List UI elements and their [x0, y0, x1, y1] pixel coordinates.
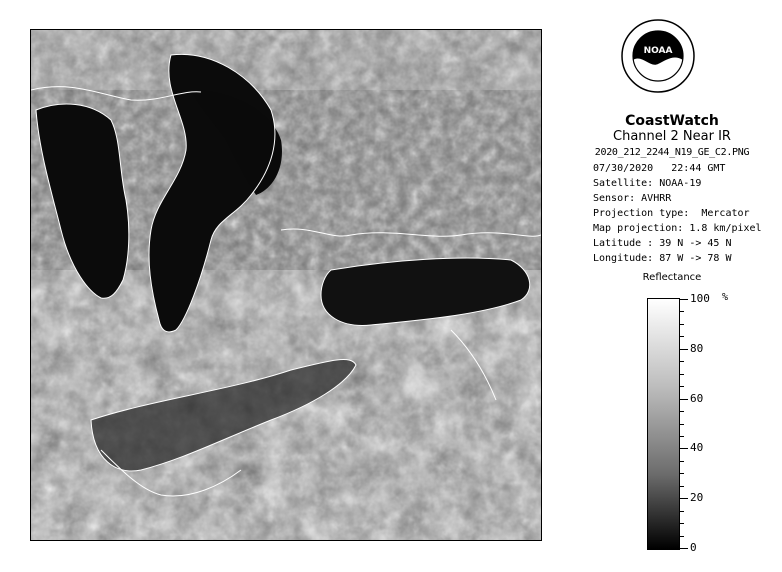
scale-tick-mark	[680, 411, 684, 412]
scale-tick-mark	[680, 399, 688, 400]
scale-tick-mark	[680, 349, 688, 350]
satellite-image-svg	[31, 30, 541, 540]
sensor-text: Sensor: AVHRR	[593, 193, 672, 204]
scale-tick-mark	[680, 461, 684, 462]
scale-tick-label: 20	[690, 491, 704, 504]
scale-tick-label: 0	[690, 541, 697, 554]
logo-text: NOAA	[643, 46, 673, 56]
scale-tick-label: 80	[690, 342, 704, 355]
scale-tick-label: 60	[690, 392, 704, 405]
scale-tick-mark	[680, 511, 684, 512]
scale-tick-mark	[680, 361, 684, 362]
scale-tick-mark	[680, 486, 684, 487]
reflectance-colorbar	[647, 298, 680, 550]
scale-tick-mark	[680, 424, 684, 425]
cloud-field-north	[31, 30, 541, 90]
scale-tick-mark	[680, 498, 688, 499]
scale-tick-label: 100	[690, 292, 710, 305]
longitude-text: Longitude: 87 W -> 78 W	[593, 253, 732, 264]
scale-tick-label: 40	[690, 441, 704, 454]
scale-tick-mark	[680, 436, 684, 437]
scale-tick-mark	[680, 448, 688, 449]
scale-tick-mark	[680, 523, 684, 524]
scale-tick-mark	[680, 536, 684, 537]
scale-label: Reflectance	[642, 272, 702, 283]
satellite-image	[30, 29, 542, 541]
scale-tick-mark	[680, 386, 684, 387]
map-projection-text: Map projection: 1.8 km/pixel	[593, 223, 762, 234]
satellite-text: Satellite: NOAA-19	[593, 178, 702, 189]
datetime-text: 07/30/2020 22:44 GMT	[593, 163, 726, 174]
scale-tick-mark	[680, 548, 688, 549]
scale-unit: %	[722, 292, 729, 303]
scale-tick-mark	[680, 299, 688, 300]
product-title: CoastWatch	[625, 113, 719, 129]
scale-tick-mark	[680, 473, 684, 474]
noaa-logo	[620, 18, 696, 94]
scale-tick-mark	[680, 311, 684, 312]
scale-tick-mark	[680, 324, 684, 325]
file-name: 2020_212_2244_N19_GE_C2.PNG	[594, 147, 750, 158]
projection-type-text: Projection type: Mercator	[593, 208, 750, 219]
scale-tick-mark	[680, 336, 684, 337]
channel-name: Channel 2 Near IR	[613, 129, 731, 144]
scale-tick-mark	[680, 374, 684, 375]
latitude-text: Latitude : 39 N -> 45 N	[593, 238, 732, 249]
